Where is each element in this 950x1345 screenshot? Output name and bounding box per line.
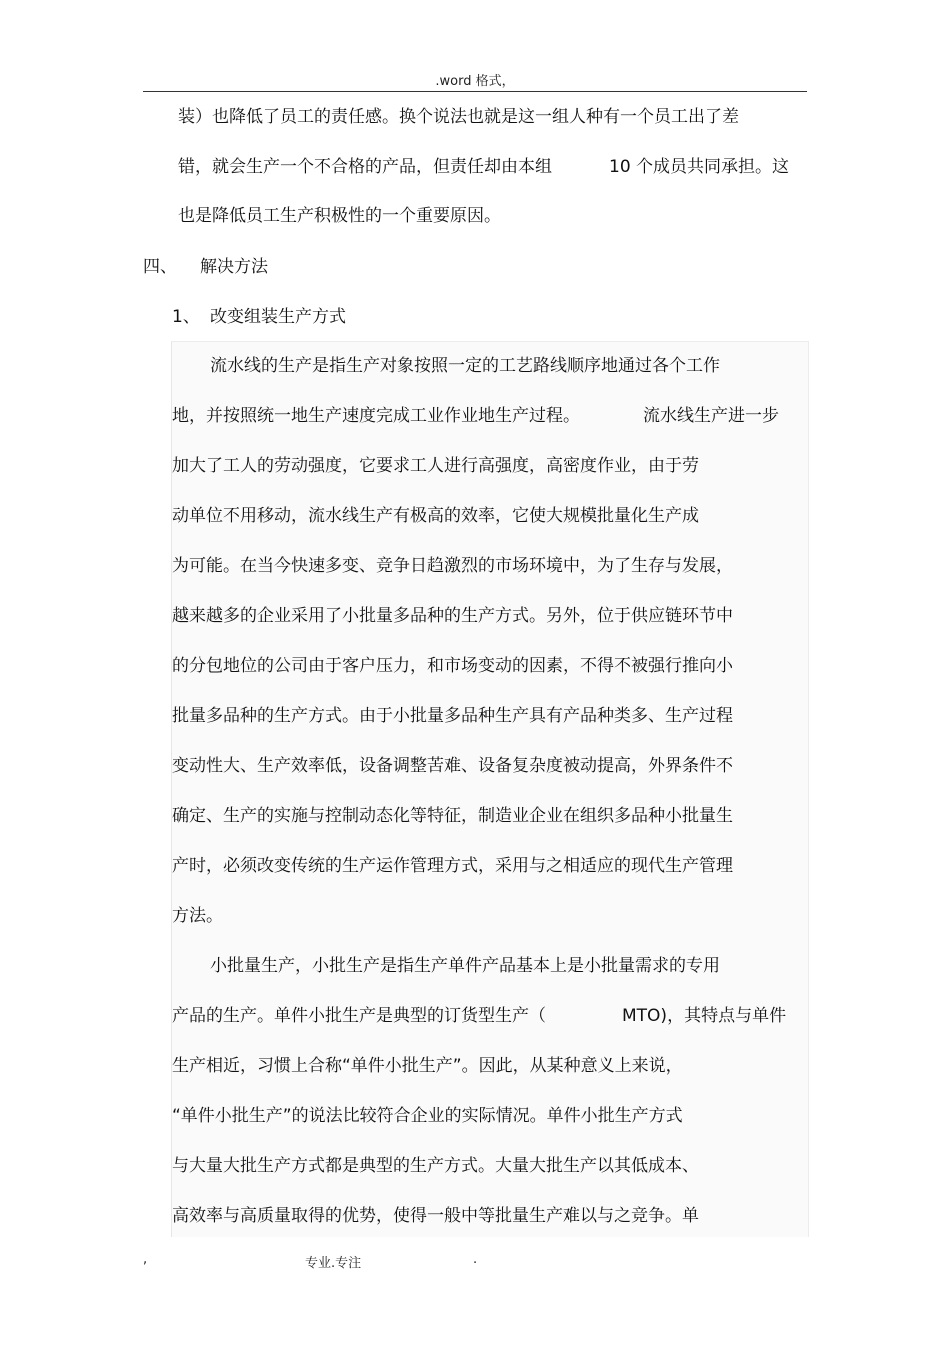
text-line: “单件小批生产”的说法比较符合企业的实际情况。单件小批生产方式	[172, 1106, 683, 1126]
footer-center: 专业.专注	[305, 1256, 362, 1271]
subsection-title: 改变组装生产方式	[210, 307, 346, 327]
text-line: 与大量大批生产方式都是典型的生产方式。大量大批生产以其低成本、	[172, 1156, 699, 1176]
footer-left: ,	[143, 1252, 148, 1267]
text-line: 确定、生产的实施与控制动态化等特征，制造业企业在组织多品种小批量生	[172, 806, 733, 826]
text-line: 生产相近，习惯上合称“单件小批生产”。因此，从某种意义上来说，	[172, 1056, 683, 1076]
text-line: 10 个成员共同承担。这	[609, 157, 790, 177]
text-line: 小批量生产，小批生产是指生产单件产品基本上是小批量需求的专用	[210, 956, 720, 976]
text-line: 的分包地位的公司由于客户压力，和市场变动的因素，不得不被强行推向小	[172, 656, 733, 676]
text-line: 为可能。在当今快速多变、竞争日趋激烈的市场环境中，为了生存与发展，	[172, 556, 733, 576]
text-line: 也是降低员工生产积极性的一个重要原因。	[178, 206, 501, 226]
text-line: 高效率与高质量取得的优势，使得一般中等批量生产难以与之竞争。单	[172, 1206, 699, 1226]
subsection-number: 1、	[172, 307, 200, 327]
text-line: 产时，必须改变传统的生产运作管理方式，采用与之相适应的现代生产管理	[172, 856, 733, 876]
text-line: 流水线生产进一步	[643, 406, 779, 426]
footer-right: .	[473, 1252, 478, 1267]
text-line: 方法。	[172, 906, 223, 926]
text-line: 加大了工人的劳动强度，它要求工人进行高强度，高密度作业，由于劳	[172, 456, 699, 476]
section-number: 四、	[143, 257, 177, 277]
text-line: MTO)，其特点与单件	[622, 1006, 787, 1026]
text-line: 产品的生产。单件小批生产是典型的订货型生产（	[172, 1006, 546, 1026]
text-line: 错，就会生产一个不合格的产品，但责任却由本组	[178, 157, 552, 177]
text-line: 地，并按照统一地生产速度完成工业作业地生产过程。	[172, 406, 580, 426]
text-line: 动单位不用移动，流水线生产有极高的效率，它使大规模批量化生产成	[172, 506, 699, 526]
text-line: 批量多品种的生产方式。由于小批量多品种生产具有产品种类多、生产过程	[172, 706, 733, 726]
text-line: 变动性大、生产效率低，设备调整苦难、设备复杂度被动提高，外界条件不	[172, 756, 733, 776]
section-title: 解决方法	[200, 257, 268, 277]
header-divider	[143, 91, 807, 92]
text-line: 越来越多的企业采用了小批量多品种的生产方式。另外，位于供应链环节中	[172, 606, 733, 626]
text-line: 装）也降低了员工的责任感。换个说法也就是这一组人种有一个员工出了差	[178, 107, 739, 127]
text-line: 流水线的生产是指生产对象按照一定的工艺路线顺序地通过各个工作	[210, 356, 720, 376]
header-text: .word 格式，	[435, 74, 515, 89]
